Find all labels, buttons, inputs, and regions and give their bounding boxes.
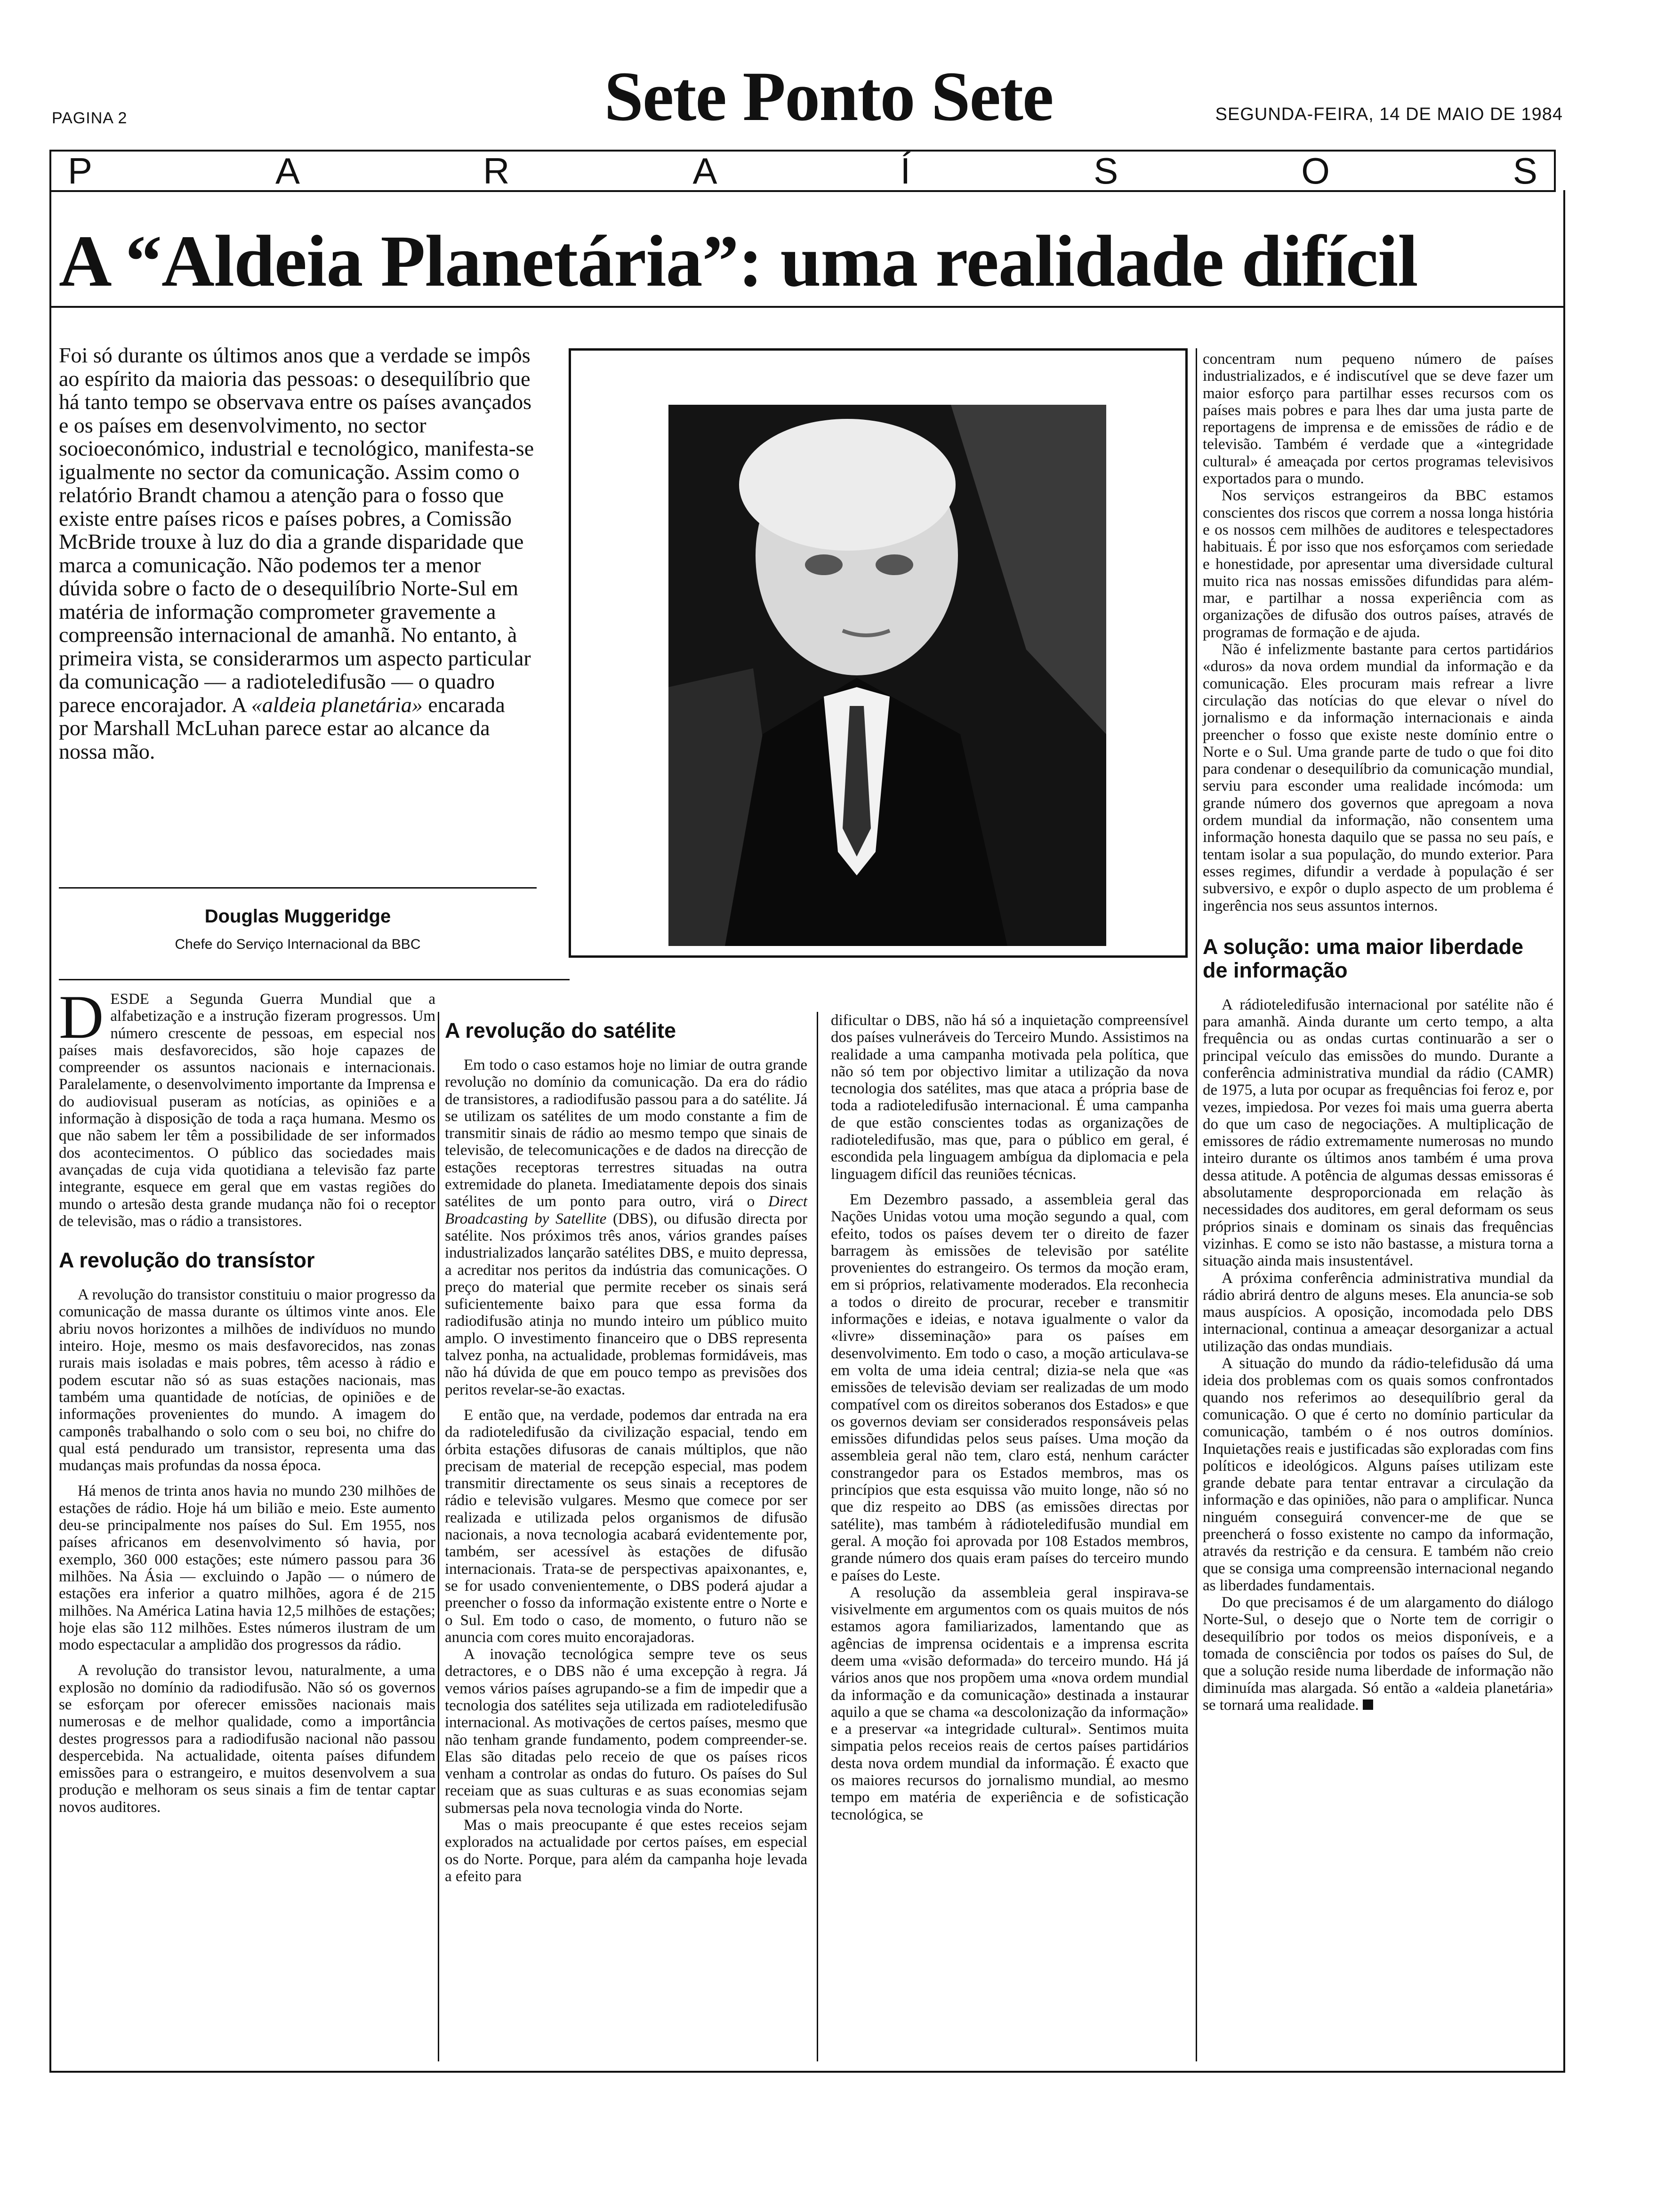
author-role: Chefe do Serviço Internacional da BBC (175, 937, 421, 952)
article-headline: A “Aldeia Planetária”: uma realidade difícil (59, 220, 1418, 302)
page-number: PAGINA 2 (52, 109, 128, 127)
paragraph-final-text: Do que precisamos é de um alargamento do diálogo Norte-Sul, o desejo que o Norte tem de corrigir o desequilíbrio por todos os meios disponíveis, e a tomada de consciência por todos os países do Sul, de que a solução reside numa liberdade de informação não diminuída mas alargada. Só então a «aldeia planetária» se tornará uma realidade. (1203, 1594, 1553, 1714)
column-top-rule (59, 979, 570, 980)
drop-cap: D (59, 982, 104, 1051)
column-divider (1196, 348, 1197, 2061)
italic-term: Direct Broadcasting by Satellite (445, 1193, 807, 1227)
section-letter: Í (900, 150, 911, 192)
paragraph: A resolução da assembleia geral inspirava-se visivelmente em argumentos com os quais muitos de nós estamos agora familiarizados, lamentando que as agências de imprensa ocidentais e a imprensa escrita deem uma «visão deformada» do terceiro mundo. Há já vários anos que nos propõem uma «nova ordem mundial da informação e da comunicação» destinada a instaurar aquilo a que se chama «a descolonização da informação» e a preservar «a integridade cultural». Sentimos muita simpatia pelos receios reais de certos países partidários desta nova ordem mundial da informação. É exacto que os maiores recursos do jornalismo mundial, ao mesmo tempo em matéria de experiência e de sofisticação tecnológica, se (831, 1584, 1189, 1823)
paragraph: A inovação tecnológica sempre teve os seus detractores, e o DBS não é uma excepção à regra. Já vemos vários países agrupando-se a fim de impedir que a tecnologia dos satélites seja utilizada em radioteledifusão internacional. As motivações de certos países, mesmo que não tenham grande fundamento, podem compreender-se. Elas são ditadas pelo receio de que os países ricos venham a controlar as ondas do futuro. Os países do Sul receiam que as suas culturas e as suas economias sejam submersas pela nova tecnologia vinda do Norte. (445, 1646, 807, 1817)
intro-italic: «aldeia planetária» (251, 692, 423, 717)
section-letter: S (1094, 150, 1118, 192)
column-4 (1203, 351, 1553, 1714)
paragraph: concentram num pequeno número de países industrializados, e é indiscutível que se deve fazer um maior esforço para partilhar esses recursos com os países mais pobres e para lhes dar uma justa parte de reportagens de imprensa e de emissões de rádio e de televisão. Também é verdade que a «integridade cultural» é ameaçada por certos programas televisivos exportados para o mundo. (1203, 351, 1553, 488)
subheading-satellite: A revolução do satélite (445, 1018, 676, 1042)
section-letter: P (68, 150, 93, 192)
section-letter: A (692, 150, 717, 192)
section-letter: O (1301, 150, 1330, 192)
paragraph: Em todo o caso estamos hoje no limiar de outra grande revolução no domínio da comunicação. Da era do rádio de transistores, a radiodifusão passou para a do satélite. Já se utilizam os satélites de um modo constante a fim de transmitir sinais de rádio ao mesmo tempo que sinais de televisão, de telecomunicações e de dados na direcção de estações receptoras terrestres situadas na outra extremidade do planeta. Imediatamente depois dos sinais satélites de um ponto para outro, virá o (445, 1057, 807, 1210)
byline-divider (59, 887, 537, 889)
paragraph: Nos serviços estrangeiros da BBC estamos conscientes dos riscos que correm a nossa longa história e os nossos cem milhões de auditores e telespectadores habituais. É por isso que nos esforçamos com seriedade e honestidade, por apresentar uma diversidade cultural muito rica nas nossas emissões difundidas para além-mar, e partilhar a nossa experiência com as organizações de difusão dos outros países, através de programas de formação e de ajuda. (1203, 487, 1553, 641)
paragraph: Em Dezembro passado, a assembleia geral das Nações Unidas votou uma moção segundo a qual, com efeito, todos os países devem ter o direito de fazer barragem às emissões de televisão por satélite provenientes do estrangeiro. Os termos da moção eram, em si próprios, relativamente moderados. Ela reconhecia a todos o direito de procurar, receber e transmitir informações e ideias, e notava igualmente o valor da «livre» disseminação» para os países em desenvolvimento. Em todo o caso, a moção articulava-se em volta de uma ideia central; dizia-se nela que «as emissões de televisão deviam ser realizadas de um modo compatível com os direitos soberanos dos Estados» e que os governos deviam ser considerados responsáveis pelas emissões difundidas pelos seus países. Uma moção da assembleia geral não tem, claro está, nenhum carácter constrangedor para os Estados membros, mas os princípios que esta esquissa vão muito longe, não só no que diz respeito ao DBS (as emissões directas por satélite), mas também à rádioteledifusão mundial em geral. A moção foi aprovada por 108 Estados membros, grande número dos quais eram países do terceiro mundo e países do Leste. (831, 1191, 1189, 1584)
newspaper-title: Sete Ponto Sete (604, 57, 1053, 136)
column-1 (59, 982, 435, 1816)
paragraph: E então que, na verdade, podemos dar entrada na era da radioteledifusão da civilização espacial, tendo em órbita estações difusoras de canais múltiplos, que não precisam de material de recepção especial, mas podem transmitir directamente os seus sinais a receptores de rádio e televisão vulgares. Mesmo que comece por ser realizada e utilizada pelos organismos de difusão nacionais, a nova tecnologia acabará evidentemente por, também, ser acessível às estações de difusão internacionais. Trata-se de perspectivas apaixonantes, e, se for usado convenientemente, o DBS poderá ajudar a preencher o fosso da informação existente entre o Norte e o Sul. Em todo o caso, de momento, o futuro não se anuncia com cores muito encorajadoras. (445, 1406, 807, 1646)
paragraph: A rádioteledifusão internacional por satélite não é para amanhã. Ainda durante um certo tempo, a alta frequência ou as ondas curtas continuarão a ser o principal veículo das emissões do mundo. Durante a conferência administrativa mundial da rádio (CAMR) de 1975, a luta por ocupar as frequências foi feroz e, por vezes, impiedosa. Por vezes foi mais uma guerra aberta do que um caso de negociações. A multiplicação de emissores de rádio extremamente numerosas no mundo inteiro durante os últimos anos também é uma prova dessa atitude. A potência de algumas dessas emissoras é absolutamente desproporcionada em relação às necessidades dos auditores, em geral deformam os seus próprios sinais e dominam os sinais das frequências vizinhas. E como se isto não bastasse, a mistura torna a situação ainda mais insustentável. (1203, 996, 1553, 1270)
issue-date: SEGUNDA-FEIRA, 14 DE MAIO DE 1984 (1215, 104, 1563, 124)
paragraph: A revolução do transistor levou, naturalmente, a uma explosão no domínio da radiodifusão. Não só os governos se esforçam por oferecer emissões nacionais mais numerosas e de melhor qualidade, como a importância destes progressos para a radiodifusão nacional não passou despercebida. Na actualidade, oitenta países difundem emissões para o estrangeiro, e muitos desenvolvem a sua produção e melhoram os seus sinais a fim de tentar captar novos auditores. (59, 1662, 435, 1816)
portrait-image (668, 405, 1106, 946)
section-letter: S (1512, 150, 1537, 192)
paragraph: ESDE a Segunda Guerra Mundial que a alfabetização e a instrução fizeram progressos. Um número crescente de pessoas, em especial nos países mais desfavorecidos, são hoje capazes de compreender os assuntos nacionais e internacionais. Paralelamente, o desenvolvimento importante da Imprensa e do audiovisual puseram as notícias, as opiniões e a informação à disposição de toda a raça humana. Mesmo os que não sabem ler têm a possibilidade de ser informados dos acontecimentos. O público das sociedades mais avançadas de cuja vida quotidiana a televisão faz parte integrante, esquece em geral que em vastas regiões do mundo o artesão desta grande mudança não foi o receptor de televisão, mas o rádio a transistores. (59, 991, 435, 1230)
paragraph-end: (DBS), ou difusão directa por satélite. Nos próximos três anos, vários grandes países industrializados lançarão satélites DBS, e muito depressa, a acreditar nos peritos da indústria das comunicações. O preço do material que permite receber os sinais será suficientemente baixo para que essa forma da radiodifusão atinja no mundo inteiro um público muito amplo. O investimento financeiro que o DBS representa talvez ponha, na actualidade, problemas formidáveis, mas não há dúvida de que em pouco tempo as previsões dos peritos revelar-se-ão exactas. (445, 1210, 808, 1398)
intro-text: Foi só durante os últimos anos que a verdade se impôs ao espírito da maioria das pessoas: o desequilíbrio que há tanto tempo se observava entre os países avançados e os países em desenvolvimento, no sector socioeconómico, industrial e tecnológico, manifesta-se igualmente no sector da comunicação. Assim como o relatório Brandt chamou a atenção para o fosso que existe entre países ricos e países pobres, a Comissão McBride trouxe à luz do dia a grande disparidade que marca a comunicação. Não podemos ter a menor dúvida sobre o facto de o desequilíbrio Norte-Sul em matéria de informação comprometer gravemente a compreensão internacional de amanhã. No entanto, à primeira vista, se considerarmos um aspecto particular da comunicação — a radioteledifusão — o quadro parece encorajador. A (59, 343, 534, 717)
section-banner (49, 150, 1556, 192)
paragraph: dificultar o DBS, não há só a inquietação compreensível dos países vulneráveis do Terceiro Mundo. Assistimos na realidade a uma campanha motivada pela política, que não só tem por objectivo limitar a utilização da nova tecnologia dos satélites, mas que ataca a própria base de toda a radioteledifusão internacional. É uma campanha de que estão conscientes todas as organizações de radioteledifusão, mas que, para o público em geral, é escondida pela linguagem ambígua da diplomacia e pela linguagem difícil das reuniões técnicas. (831, 1012, 1189, 1183)
paragraph: A próxima conferência administrativa mundial da rádio abrirá dentro de alguns meses. Ela anuncia-se sob maus auspícios. A oposição, incomodada pelo DBS internacional, continua a ameaçar desorganizar a actual utilização das ondas mundiais. (1203, 1269, 1553, 1355)
intro-text-end: encarada por Marshall McLuhan parece estar ao alcance da nossa mão. (59, 692, 505, 763)
subheading-solution: A solução: uma maior liberdade de informação (1203, 934, 1523, 982)
paragraph: A situação do mundo da rádio-telefidusão dá uma ideia dos problemas com os quais somos confrontados quando nos referimos ao desequilíbrio geral da comunicação. O que é certo no domínio particular da comunicação, também o é nos outros domínios. Inquietações reais e justificadas são exploradas com fins políticos e ideológicos. Alguns países utilizam este grande debate para tentar entravar a circulação da informação e das opiniões, não para o amplificar. Nunca ninguém conseguirá convencer-me de que se preencherá o fosso existente no campo da informação, através da restrição e da censura. E também não creio que se consiga uma compreensão internacional negando as liberdades fundamentais. (1203, 1355, 1553, 1594)
paragraph: A revolução do transistor constituiu o maior progresso da comunicação de massa durante os últimos vinte anos. Ele abriu novos horizontes a milhões de indivíduos no mundo inteiro. Hoje, mesmo os mais desfavorecidos, nas zonas rurais mais isoladas e mais pobres, têm acesso à rádio e podem escutar não só as suas estações nacionais, mas também uma quantidade de notícias, de opiniões e de informações provenientes do mundo. A imagem do camponês trabalhando o solo com o seu boi, no chifre do qual está pendurado um transistor, representa uma das mudanças mais profundas da nossa época. (59, 1286, 435, 1475)
author-name: Douglas Muggeridge (204, 906, 391, 927)
headline-divider (49, 306, 1565, 308)
column-divider (817, 1012, 818, 2061)
paragraph: Há menos de trinta anos havia no mundo 230 milhões de estações de rádio. Hoje há um bilião e meio. Este aumento deu-se principalmente nos países do Sul. Em 1955, nos países africanos em desenvolvimento só havia, por exemplo, 360 000 estações; este número passou para 36 milhões. Na Ásia — excluindo o Japão — o número de estações era inferior a quatro milhões, agora é de 215 milhões. Na América Latina havia 12,5 milhões de estações; hoje elas são 112 milhões. Estes números ilustram de um modo espectacular a amplidão dos progressos da rádio. (59, 1483, 435, 1654)
paragraph: Não é infelizmente bastante para certos partidários «duros» da nova ordem mundial da informação e da comunicação. Eles procuram mais refrear a livre circulação das notícias do que elevar o nível do jornalismo e da informação internacionais e ainda preencher o fosso que existe neste domínio entre o Norte e o Sul. Uma grande parte de tudo o que foi dito para condenar o desequilíbrio da comunicação mundial, serviu para esconder uma realidade incómoda: um grande número dos governos que apregoam a nova ordem mundial da informação, não consentem uma informação honesta daquilo que se passa no seu país, e tentam isolar a sua população, do mundo exterior. Para esses regimes, difundir a verdade à população é ser subversivo, e expôr o duplo aspecto de um problema é ingerência nos seus assuntos internos. (1203, 641, 1553, 914)
column-2 (445, 1019, 807, 1885)
paragraph-final (1203, 1594, 1553, 1714)
section-letter: R (483, 150, 510, 192)
column-3 (831, 1012, 1189, 1823)
column-divider (438, 1012, 439, 2061)
paragraph: Mas o mais preocupante é que estes receios sejam explorados na actualidade por certos países, em especial os do Norte. Porque, para além da campanha hoje levada a efeito para (445, 1817, 807, 1885)
end-mark-icon (1363, 1699, 1373, 1710)
section-letter: A (275, 150, 300, 192)
subheading-transistor: A revolução do transístor (59, 1248, 315, 1273)
intro-paragraph (59, 344, 537, 763)
